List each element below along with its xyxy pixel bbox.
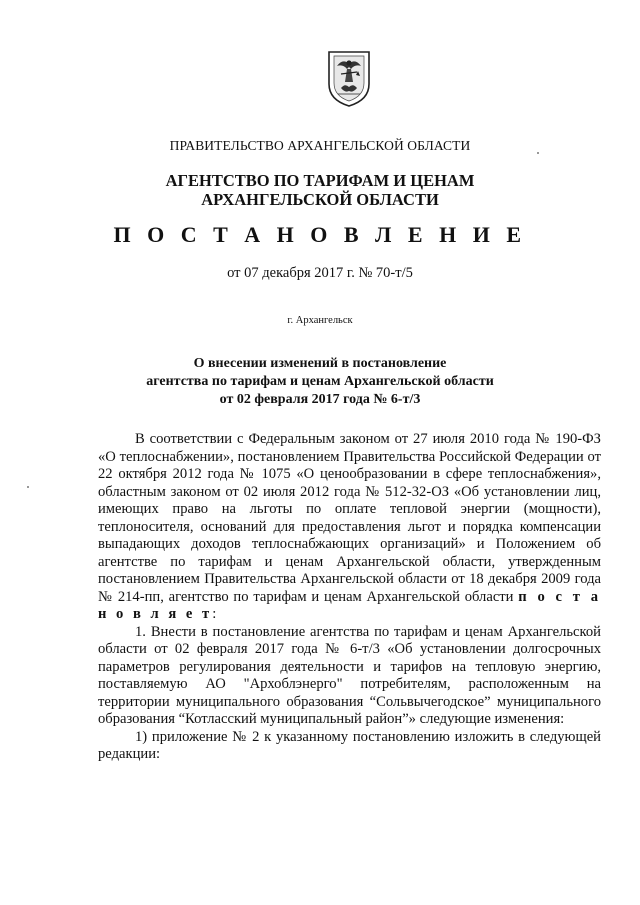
resolves-word: п о с т а н о в л я е т (98, 588, 601, 622)
government-name: ПРАВИТЕЛЬСТВО АРХАНГЕЛЬСКОЙ ОБЛАСТИ (169, 138, 471, 153)
document-type: П О С Т А Н О В Л Е Н И Е (113, 222, 527, 247)
document-body (98, 431, 601, 764)
coat-of-arms-icon (325, 50, 373, 108)
margin-mark (27, 486, 29, 488)
item-1-paragraph: 1. Внести в постановление агентства по тарифам и ценам Архангельской области от 02 февраля 2017 года № 6-т/3 «Об установлении долгосрочных параметров регулирования деятельности и тарифов на тепловую энергию, поставляемую АО "Архоблэнерго" потребителям, расположенным на территории муниципального образования “Сольвычегодское” муниципального образования “Котласский муниципальный район”» следующие изменения: (98, 623, 601, 727)
agency-name (0, 171, 640, 209)
item-1-1-paragraph: 1) приложение № 2 к указанному постановлению изложить в следующей редакции: (98, 728, 601, 762)
preamble-text: В соответствии с Федеральным законом от 27 июля 2010 года № 190-ФЗ «О теплоснабжении», постановлением Правительства Российской Федерации от 22 октября 2012 года № 1075 «О ценообразовании в сфере теплоснабжения», областным законом от 02 июля 2012 года № 512-32-ОЗ «Об установлении лиц, имеющих право на льготы по оплате тепловой энергии (мощности), теплоносителя, оснований для предоставления льгот и порядка компенсации выпадающих доходов теплоснабжающих организаций» и Положением об агентстве по тарифам и ценам Архангельской области, утвержденным постановлением Правительства Архангельской области от 18 декабря 2009 года № 214-пп, агентство по тарифам и ценам Архангельской области (98, 431, 601, 605)
city: г. Архангельск (287, 315, 353, 326)
subject-line-3: от 02 февраля 2017 года № 6-т/3 (219, 392, 421, 407)
margin-mark (537, 152, 539, 154)
preamble-paragraph (98, 431, 601, 624)
preamble-end: : (212, 606, 217, 622)
document-subject (0, 355, 640, 409)
agency-line-1: АГЕНТСТВО ПО ТАРИФАМ И ЦЕНАМ (165, 171, 475, 190)
subject-line-1: О внесении изменений в постановление (193, 356, 447, 371)
subject-line-2: агентства по тарифам и ценам Архангельской области (146, 374, 494, 389)
agency-line-2: АРХАНГЕЛЬСКОЙ ОБЛАСТИ (201, 190, 439, 209)
date-and-number: от 07 декабря 2017 г. № 70-т/5 (227, 265, 413, 281)
